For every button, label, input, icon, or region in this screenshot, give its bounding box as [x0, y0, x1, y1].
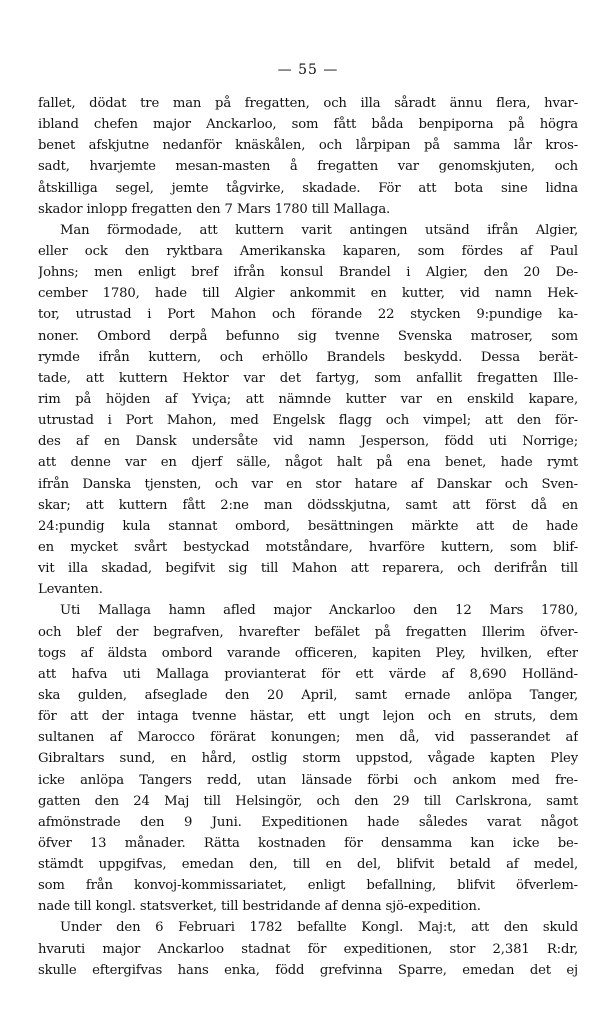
text-line: för att der intaga tvenne hästar, ett ungt lejon och en struts, dem: [38, 709, 578, 725]
text-line: rymde ifrån kuttern, och erhöllo Brandels beskydd. Dessa berät-: [38, 349, 578, 365]
text-line: att denne var en djerf sälle, något halt på ena benet, hade rymt: [38, 455, 578, 471]
text-line: att hafva uti Mallaga provianterat för ett värde af 8,690 Holländ-: [38, 666, 578, 682]
text-line: Johns; men enligt bref ifrån konsul Brandel i Algier, den 20 De-: [38, 265, 578, 281]
text-line: hvaruti major Anckarloo stadnat för expeditionen, stor 2,381 R:dr,: [38, 941, 578, 957]
text-line: nade till kongl. statsverket, till bestridande af denna sjö-expedition.: [38, 899, 481, 915]
text-line: tade, att kuttern Hektor var det fartyg, som anfallit fregatten Ille-: [38, 370, 578, 386]
text-line: utrustad i Port Mahon, med Engelsk flagg och vimpel; att den för-: [38, 413, 578, 429]
page-number: — 55 —: [277, 62, 339, 78]
text-line: stämdt uppgifvas, emedan den, till en del, blifvit betald af medel,: [38, 857, 578, 873]
text-line: en mycket svårt bestyckad motståndare, hvarföre kuttern, som blif-: [38, 539, 578, 555]
text-line: eller ock den ryktbara Amerikanska kaparen, som fördes af Paul: [38, 243, 578, 259]
text-line: sadt, hvarjemte mesan-masten å fregatten var genomskjuten, och: [38, 159, 578, 175]
text-line: Man förmodade, att kuttern varit antingen utsänd ifrån Algier,: [60, 222, 578, 238]
body-text: [38, 93, 578, 981]
text-line: Gibraltars sund, en hård, ostlig storm uppstod, vågade kapten Pley: [38, 751, 578, 767]
text-line: och blef der begrafven, hvarefter befälet på fregatten Illerim öfver-: [38, 624, 578, 640]
text-line: som från konvoj-kommissariatet, enligt befallning, blifvit öfverlem-: [38, 878, 578, 894]
text-line: togs af äldsta ombord varande officeren, kapiten Pley, hvilken, efter: [38, 645, 578, 661]
text-line: noner. Ombord derpå befunno sig tvenne Svenska matroser, som: [38, 328, 578, 344]
text-line: skador inlopp fregatten den 7 Mars 1780 till Mallaga.: [38, 201, 391, 217]
text-line: cember 1780, hade till Algier ankommit en kutter, vid namn Hek-: [38, 286, 578, 302]
text-line: rim på höjden af Yviça; att nämnde kutter var en enskild kapare,: [38, 391, 578, 407]
text-line: Uti Mallaga hamn afled major Anckarloo den 12 Mars 1780,: [60, 603, 578, 619]
text-line: tor, utrustad i Port Mahon och förande 22 stycken 9:pundige ka-: [38, 307, 578, 323]
text-line: skulle eftergifvas hans enka, född grefvinna Sparre, emedan det ej: [38, 962, 578, 978]
text-line: åtskilliga segel, jemte tågvirke, skadade. För att bota sine lidna: [38, 180, 578, 196]
text-line: vit illa skadad, begifvit sig till Mahon att reparera, och derifrån till: [38, 561, 578, 577]
text-line: ibland chefen major Anckarloo, som fått båda benpiporna på högra: [38, 117, 578, 133]
text-line: ifrån Danska tjensten, och var en stor hatare af Danskar och Sven-: [38, 476, 578, 492]
text-line: benet afskjutne nedanför knäskålen, och lårpipan på samma lår kros-: [38, 138, 578, 154]
text-line: Levanten.: [38, 582, 103, 598]
text-line: Under den 6 Februari 1782 befallte Kongl. Maj:t, att den skuld: [60, 920, 578, 936]
text-line: fallet, dödat tre man på fregatten, och illa såradt ännu flera, hvar-: [38, 96, 578, 111]
text-line: des af en Dansk undersåte vid namn Jesperson, född uti Norrige;: [38, 434, 578, 450]
text-line: sultanen af Marocco förärat konungen; men då, vid passerandet af: [38, 730, 578, 746]
text-line: gatten den 24 Maj till Helsingör, och den 29 till Carlskrona, samt: [38, 793, 578, 809]
text-line: öfver 13 månader. Rätta kostnaden för densamma kan icke be-: [38, 835, 578, 851]
text-line: 24:pundig kula stannat ombord, besättningen märkte att de hade: [38, 518, 578, 534]
text-line: afmönstrade den 9 Juni. Expeditionen hade således varat något: [38, 814, 578, 830]
text-line: ska gulden, afseglade den 20 April, samt ernade anlöpa Tanger,: [38, 687, 578, 703]
text-line: icke anlöpa Tangers redd, utan länsade förbi och ankom med fre-: [38, 772, 578, 788]
text-line: skar; att kuttern fått 2:ne man dödsskjutna, samt att först då en: [38, 497, 578, 513]
